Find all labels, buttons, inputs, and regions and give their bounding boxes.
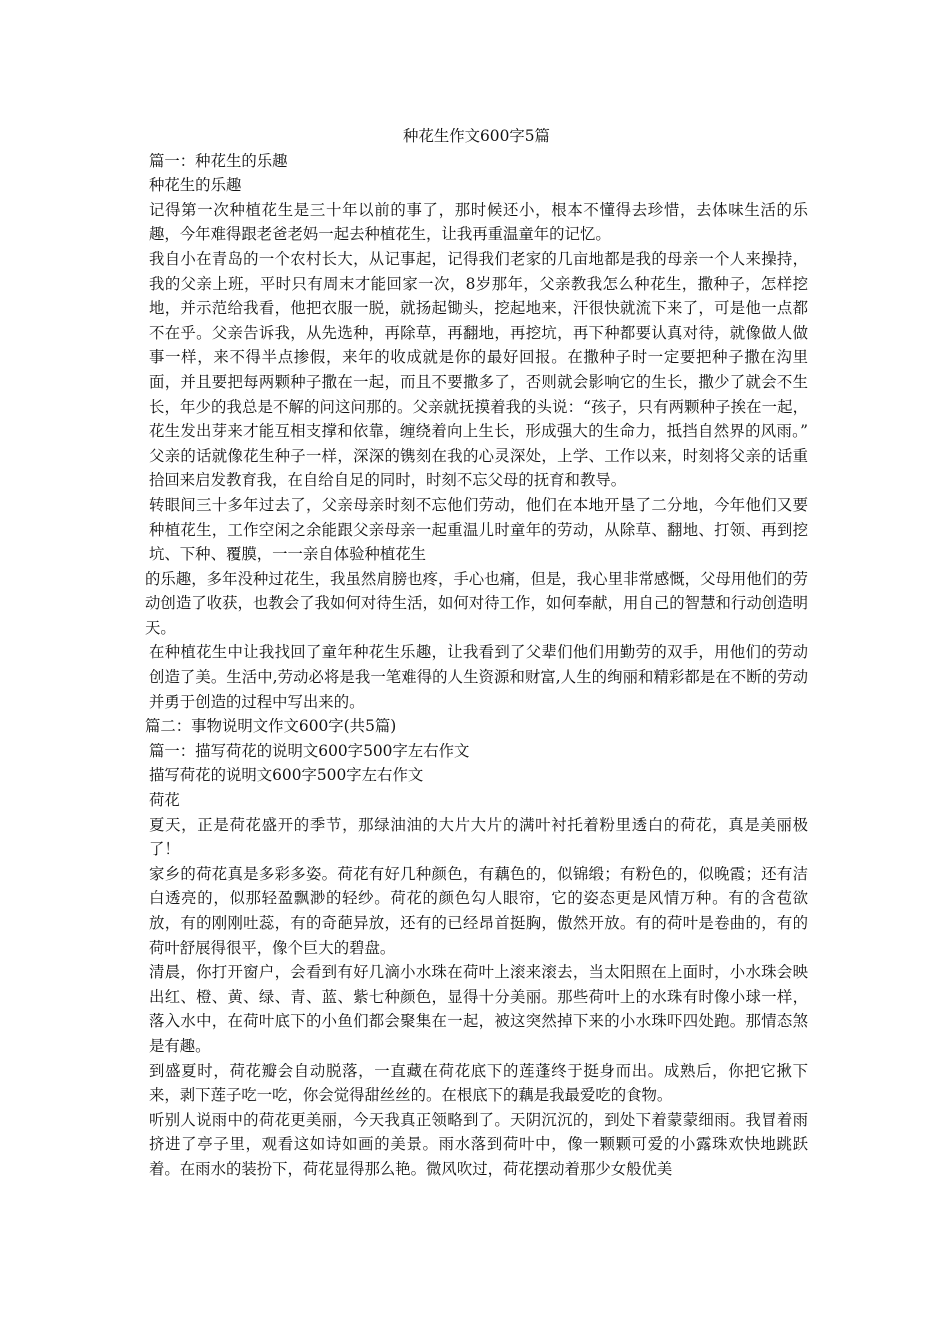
document-title: 种花生作文600字5篇 — [403, 127, 550, 145]
paragraph: 种花生的乐趣 — [149, 176, 242, 195]
paragraph: 描写荷花的说明文600字500字左右作文 — [149, 766, 424, 785]
paragraph: 篇一：种花生的乐趣 — [149, 151, 288, 170]
paragraph: 家乡的荷花真是多彩多姿。荷花有好几种颜色，有藕色的，似锦缎；有粉色的，似晚霞；还有洁白透亮的，似那轻盈飘渺的轻纱。荷花的颜色勾人眼帘，它的姿态更是风情万种。有的含苞欲放，有的刚刚吐蕊，有的奇葩异放，还有的已经昂首挺胸，傲然开放。有的荷叶是卷曲的，有的荷叶舒展得很平，像个巨大的碧盘。 — [149, 864, 808, 957]
paragraph: 到盛夏时，荷花瓣会自动脱落，一直藏在荷花底下的莲蓬终于挺身而出。成熟后，你把它揪下来，剥下莲子吃一吃，你会觉得甜丝丝的。在根底下的藕是我最爱吃的食物。 — [149, 1061, 808, 1105]
paragraph: 篇二：事物说明文作文600字(共5篇) — [145, 717, 397, 736]
paragraph: 在种植花生中让我找回了童年种花生乐趣，让我看到了父辈们他们用勤劳的双手，用他们的劳动创造了美。生活中,劳动必将是我一笔难得的人生资源和财富,人生的绚丽和精彩都是在不断的劳动并勇于创造的过程中写出来的。 — [149, 643, 808, 711]
paragraph: 我自小在青岛的一个农村长大，从记事起，记得我们老家的几亩地都是我的母亲一个人来操持，我的父亲上班，平时只有周末才能回家一次，8岁那年，父亲教我怎么种花生，撒种子，怎样挖地，并示范给我看，他把衣服一脱，就扬起锄头，挖起地来，汗很快就流下来了，可是他一点都不在乎。父亲告诉我，从先选种，再除草，再翻地，再挖坑，再下种都要认真对待，就像做人做事一样，来不得半点掺假，来年的收成就是你的最好回报。在撒种子时一定要把种子撒在沟里面，并且要把每两颗种子撒在一起，而且不要撒多了，否则就会影响它的生长，撒少了就会不生长，年少的我总是不解的问这问那的。父亲就抚摸着我的头说：“孩子，只有两颗种子挨在一起，花生发出芽来才能互相支撑和依靠，缠绕着向上生长，形成强大的生命力，抵挡自然界的风雨。” 父亲的话就像花生种子一样，深深的镌刻在我的心灵深处，上学、工作以来，时刻将父亲的话重拾回来启发教育我，在自给自足的同时，时刻不忘父母的抚育和教导。 — [149, 249, 808, 490]
paragraph: 清晨，你打开窗户，会看到有好几滴小水珠在荷叶上滚来滚去，当太阳照在上面时，小水珠会映出红、橙、黄、绿、青、蓝、紫七种颜色，显得十分美丽。那些荷叶上的水珠有时像小球一样，落入水中，在荷叶底下的小鱼们都会聚集在一起，被这突然掉下来的小水珠吓四处跑。那情态煞是有趣。 — [149, 963, 808, 1055]
paragraph: 夏天，正是荷花盛开的季节，那绿油油的大片大片的满叶衬托着粉里透白的荷花，真是美丽极了！ — [149, 815, 808, 859]
paragraph: 听别人说雨中的荷花更美丽，今天我真正领略到了。天阴沉沉的，到处下着蒙蒙细雨。我冒着雨挤进了亭子里，观看这如诗如画的美景。雨水落到荷叶中，像一颗颗可爱的小露珠欢快地跳跃着。在雨水的装扮下，荷花显得那么艳。微风吹过，荷花摆动着那少女般优美 — [149, 1110, 808, 1178]
document-body — [145, 149, 808, 1182]
paragraph: 转眼间三十多年过去了，父亲母亲时刻不忘他们劳动，他们在本地开垦了二分地，今年他们又要种植花生，工作空闲之余能跟父亲母亲一起重温儿时童年的劳动，从除草、翻地、打领、再到挖坑、下种、覆膜，一一亲自体验种植花生 — [149, 495, 808, 564]
document-page — [145, 124, 808, 1182]
paragraph: 篇一：描写荷花的说明文600字500字左右作文 — [149, 741, 470, 760]
paragraph: 荷花 — [149, 791, 180, 810]
paragraph: 的乐趣，多年没种过花生，我虽然肩膀也疼，手心也痛，但是，我心里非常感慨，父母用他们的劳动创造了收获，也教会了我如何对待生活，如何对待工作，如何奉献，用自己的智慧和行动创造明天。 — [145, 569, 808, 637]
paragraph: 记得第一次种植花生是三十年以前的事了，那时候还小，根本不懂得去珍惜，去体味生活的乐趣，今年难得跟老爸老妈一起去种植花生，让我再重温童年的记忆。 — [149, 200, 808, 244]
